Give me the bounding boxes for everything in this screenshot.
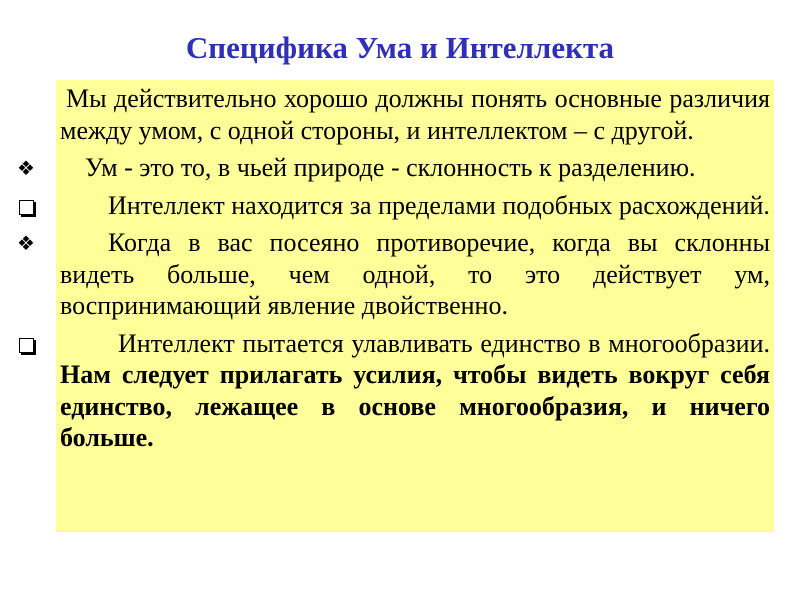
bullet-bold-text: Нам следует прилагать усилия, чтобы видеть вокруг себя единство, лежащее в основе многообразия, и ничего больше. xyxy=(60,360,770,452)
bullet-text: Ум - это то, в чьей природе - склонность к разделению. xyxy=(85,153,696,182)
bullet-text: Интеллект пытается улавливать единство в многообразии. xyxy=(118,328,770,358)
square-bullet-icon xyxy=(13,330,39,360)
intro-text: Мы действительно хорошо должны понять основные различия между умом, с одной стороны, и интеллектом – с другой. xyxy=(60,84,770,145)
bullet-text: Интеллект находится за пределами подобных расхождений. xyxy=(108,190,770,220)
bullet-item-unity xyxy=(60,328,770,454)
bullet-item-mind xyxy=(17,152,770,184)
bullet-item-contradiction xyxy=(17,227,770,322)
intro-paragraph xyxy=(60,83,770,146)
slide-title: Специфика Ума и Интеллекта xyxy=(185,30,615,65)
diamond-bullet-icon: ❖ xyxy=(17,156,35,180)
bullet-item-intellect xyxy=(60,190,770,222)
square-bullet-icon xyxy=(13,192,39,222)
bullet-text: Когда в вас посеяно противоречие, когда вы склонны видеть больше, чем одной, то это действует ум, воспринимающий явление двойственно. xyxy=(60,228,770,320)
diamond-bullet-icon: ❖ xyxy=(17,231,35,255)
slide-body xyxy=(17,83,770,454)
